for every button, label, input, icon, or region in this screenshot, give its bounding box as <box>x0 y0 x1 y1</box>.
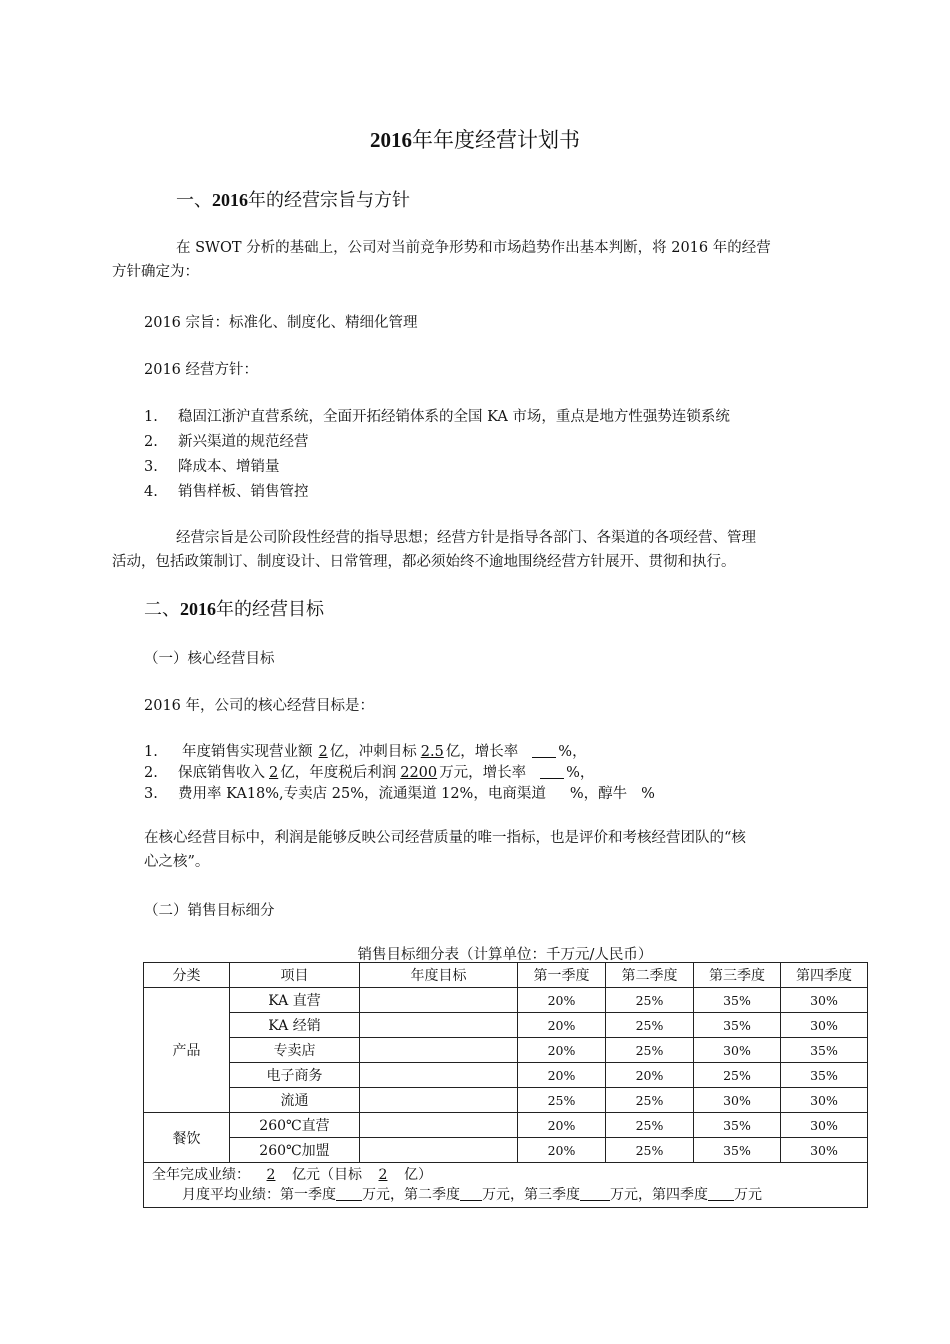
tenet-line: 2016 宗旨：标准化、制度化、精细化管理 <box>144 315 418 331</box>
annual-cell <box>360 1113 518 1138</box>
header-cell: 分类 <box>144 963 230 988</box>
q4-cell: 35% <box>781 1038 868 1063</box>
goal-item: 2. 保底销售收入 2 亿，年度税后利润 2200 万元，增长率 %， <box>144 765 595 781</box>
annual-cell <box>360 988 518 1013</box>
header-cell: 第二季度 <box>606 963 694 988</box>
q2-cell: 25% <box>606 1138 694 1163</box>
q1-cell: 20% <box>518 1063 606 1088</box>
q4-cell: 30% <box>781 1088 868 1113</box>
annual-cell <box>360 1038 518 1063</box>
annual-cell <box>360 1063 518 1088</box>
table-row <box>144 1113 868 1138</box>
q3-cell: 35% <box>694 1013 781 1038</box>
table-footer-cell <box>144 1163 868 1208</box>
goal-item: 1. 年度销售实现营业额 2 亿，冲刺目标 2.5 亿，增长率 %， <box>144 744 587 760</box>
q4-cell: 35% <box>781 1063 868 1088</box>
q3-cell: 35% <box>694 1138 781 1163</box>
header-cell: 第三季度 <box>694 963 781 988</box>
table-footer-row <box>144 1163 868 1208</box>
policy-item: 4. 销售样板、销售管控 <box>144 484 309 500</box>
item-cell: 260℃直营 <box>230 1113 360 1138</box>
header-cell: 第一季度 <box>518 963 606 988</box>
table-caption: 销售目标细分表（计算单位：千万元/人民币） <box>357 947 653 963</box>
item-cell: 电子商务 <box>230 1063 360 1088</box>
profit-paragraph: 在核心经营目标中，利润是能够反映公司经营质量的唯一指标，也是评价和考核经营团队的“核 心之核”。 <box>144 830 746 870</box>
q1-cell: 25% <box>518 1088 606 1113</box>
subheading-sales-breakdown: （二）销售目标细分 <box>144 903 275 919</box>
q3-cell: 35% <box>694 1113 781 1138</box>
group-cell-product: 产品 <box>144 988 230 1113</box>
q3-cell: 30% <box>694 1088 781 1113</box>
tenet-explanation-paragraph: 经营宗旨是公司阶段性经营的指导思想；经营方针是指导各部门、各渠道的各项经营、管理 活动，包括政策制订、制度设计、日常管理，都必须始终不逾地围绕经营方针展开、贯彻和执行。 <box>112 530 756 570</box>
item-cell: KA 直营 <box>230 988 360 1013</box>
q1-cell: 20% <box>518 988 606 1013</box>
table-row <box>144 1063 868 1088</box>
item-cell: 流通 <box>230 1088 360 1113</box>
item-cell: 260℃加盟 <box>230 1138 360 1163</box>
core-goals-intro: 2016 年，公司的核心经营目标是： <box>144 698 375 714</box>
item-cell: KA 经销 <box>230 1013 360 1038</box>
q4-cell: 30% <box>781 988 868 1013</box>
policy-label: 2016 经营方针： <box>144 362 259 378</box>
q3-cell: 35% <box>694 988 781 1013</box>
q2-cell: 20% <box>606 1063 694 1088</box>
q2-cell: 25% <box>606 1038 694 1063</box>
annual-cell <box>360 1013 518 1038</box>
header-cell: 年度目标 <box>360 963 518 988</box>
q1-cell: 20% <box>518 1013 606 1038</box>
policy-item: 3. 降成本、增销量 <box>144 459 280 475</box>
policy-item: 2. 新兴渠道的规范经营 <box>144 434 309 450</box>
q2-cell: 25% <box>606 1088 694 1113</box>
sales-target-table <box>143 962 868 1208</box>
goal-item: 3. 费用率 KA18%,专卖店 25%，流通渠道 12%，电商渠道 %，醇牛 % <box>144 786 655 802</box>
header-cell: 项目 <box>230 963 360 988</box>
table-row <box>144 988 868 1013</box>
q4-cell: 30% <box>781 1013 868 1038</box>
q3-cell: 25% <box>694 1063 781 1088</box>
q2-cell: 25% <box>606 1013 694 1038</box>
header-cell: 第四季度 <box>781 963 868 988</box>
group-cell-catering: 餐饮 <box>144 1113 230 1163</box>
policy-item: 1. 稳固江浙沪直营系统，全面开拓经销体系的全国 KA 市场，重点是地方性强势连锁系统 <box>144 409 730 425</box>
monthly-average-line: 月度平均业绩：第一季度 万元，第二季度 万元，第三季度 万元，第四季度 万元 <box>182 1187 762 1203</box>
q1-cell: 20% <box>518 1113 606 1138</box>
q1-cell: 20% <box>518 1038 606 1063</box>
item-cell: 专卖店 <box>230 1038 360 1063</box>
q1-cell: 20% <box>518 1138 606 1163</box>
annual-cell <box>360 1138 518 1163</box>
q3-cell: 30% <box>694 1038 781 1063</box>
q2-cell: 25% <box>606 1113 694 1138</box>
subheading-core-goals: （一）核心经营目标 <box>144 651 275 667</box>
swot-paragraph: 在 SWOT 分析的基础上，公司对当前竞争形势和市场趋势作出基本判断，将 2016 年的经营 方针确定为： <box>112 240 771 280</box>
q4-cell: 30% <box>781 1113 868 1138</box>
table-row <box>144 1088 868 1113</box>
annual-cell <box>360 1088 518 1113</box>
q2-cell: 25% <box>606 988 694 1013</box>
annual-achievement-line: 全年完成业绩： 2 亿元（目标 2 亿） <box>152 1167 432 1183</box>
section-heading-1: 一、2016年的经营宗旨与方针 <box>176 190 410 211</box>
table-row <box>144 1138 868 1163</box>
section-heading-2: 二、2016年的经营目标 <box>144 599 324 620</box>
q4-cell: 30% <box>781 1138 868 1163</box>
table-row <box>144 1013 868 1038</box>
page-title: 2016年年度经营计划书 <box>370 128 580 152</box>
table-row <box>144 1038 868 1063</box>
table-header-row <box>144 963 868 988</box>
